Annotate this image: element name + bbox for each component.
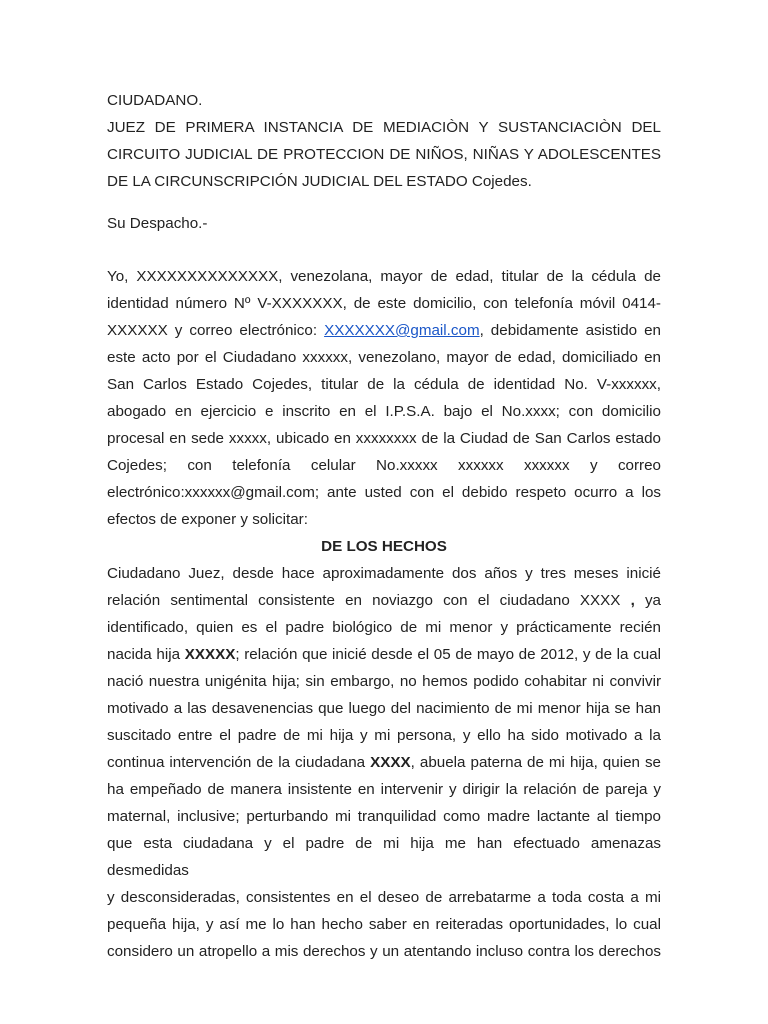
text-segment: , abuela paterna de mi hija, quien se [410, 754, 662, 771]
text-segment: relación sentimental consistente en noviazgo con el ciudadano XXXX [107, 592, 631, 609]
addressee-line: DE LA CIRCUNSCRIPCIÓN JUDICIAL DEL ESTADO Cojedes. [107, 173, 532, 190]
paragraph-line: nació nuestra unigénita hija; sin embargo, no hemos podido cohabitar ni convivir [107, 673, 661, 690]
paragraph-line: identificado, quien es el padre biológico de mi menor y prácticamente recién [107, 619, 661, 636]
paragraph-line: Ciudadano Juez, desde hace aproximadamente dos años y tres meses inicié [107, 565, 661, 582]
text-segment: XXXXXX y correo electrónico: [107, 322, 325, 339]
paragraph-line: suscitado entre el padre de mi hija y mi persona, y ello ha sido motivado a la [107, 727, 661, 744]
greeting [107, 210, 661, 237]
paragraph-line: considero un atropello a mis derechos y un atentando incluso contra los derechos [107, 943, 661, 960]
paragraph-line: San Carlos Estado Cojedes, titular de la cédula de identidad No. V-xxxxxx, [107, 376, 661, 393]
text-segment: nacida hija [107, 646, 185, 663]
text-segment: continua intervención de la ciudadana [107, 754, 371, 771]
document-page [107, 87, 661, 965]
paragraph-line: este acto por el Ciudadano xxxxxx, venezolano, mayor de edad, domiciliado en [107, 349, 661, 366]
paragraph-line: maternal, inclusive; perturbando mi tranquilidad como madre lactante al tiempo [107, 808, 661, 825]
bold-text: XXXX [370, 754, 411, 771]
paragraph-line: motivado a las desavenencias que luego del nacimiento de mi menor hija se han [107, 700, 661, 717]
paragraph-line [107, 641, 661, 668]
paragraph-line: identidad número Nº V-XXXXXXX, de este domicilio, con telefonía móvil 0414- [107, 295, 661, 312]
paragraph-line: Cojedes; con telefonía celular No.xxxxx xxxxxx xxxxxx y correo [107, 457, 661, 474]
paragraph-line: ha empeñado de manera insistente en intervenir y dirigir la relación de pareja y [107, 781, 661, 798]
paragraph-line: que esta ciudadana y el padre de mi hija me han efectuado amenazas desmedidas [107, 835, 661, 879]
addressee-line: JUEZ DE PRIMERA INSTANCIA DE MEDIACIÒN Y SUSTANCIACIÒN DEL [107, 119, 661, 136]
paragraph-line: procesal en sede xxxxx, ubicado en xxxxxxxx de la Ciudad de San Carlos estado [107, 430, 661, 447]
paragraph-line: pequeña hija, y así me lo han hecho saber en reiteradas oportunidades, lo cual [107, 916, 661, 933]
text-segment: ya [634, 592, 661, 609]
paragraph-line [107, 317, 661, 344]
bold-text: XXXXX [184, 646, 236, 663]
addressee-line: CIRCUITO JUDICIAL DE PROTECCION DE NIÑOS, NIÑAS Y ADOLESCENTES [107, 146, 661, 163]
paragraph-line [107, 749, 661, 776]
section-title: DE LOS HECHOS [321, 538, 447, 555]
paragraph-line [107, 587, 661, 614]
paragraph-line: electrónico:xxxxxx@gmail.com; ante usted con el debido respeto ocurro a los [107, 484, 661, 501]
email-link[interactable]: XXXXXXX@gmail.com [324, 322, 480, 339]
paragraph-line: abogado en ejercicio e inscrito en el I.P.S.A. bajo el No.xxxx; con domicilio [107, 403, 661, 420]
intro-paragraph [107, 263, 661, 533]
paragraph-line: Yo, XXXXXXXXXXXXXX, venezolana, mayor de edad, titular de la cédula de [107, 268, 661, 285]
bold-text: , [630, 592, 635, 609]
greeting-text: Su Despacho.- [107, 215, 208, 232]
addressee-line: CIUDADANO. [107, 92, 203, 109]
addressee-header [107, 87, 661, 195]
facts-paragraph [107, 560, 661, 965]
text-segment: , debidamente asistido en [479, 322, 661, 339]
paragraph-line: y desconsideradas, consistentes en el deseo de arrebatarme a toda costa a mi [107, 889, 661, 906]
paragraph-line: efectos de exponer y solicitar: [107, 511, 308, 528]
text-segment: ; relación que inicié desde el 05 de mayo de 2012, y de la cual [235, 646, 661, 663]
